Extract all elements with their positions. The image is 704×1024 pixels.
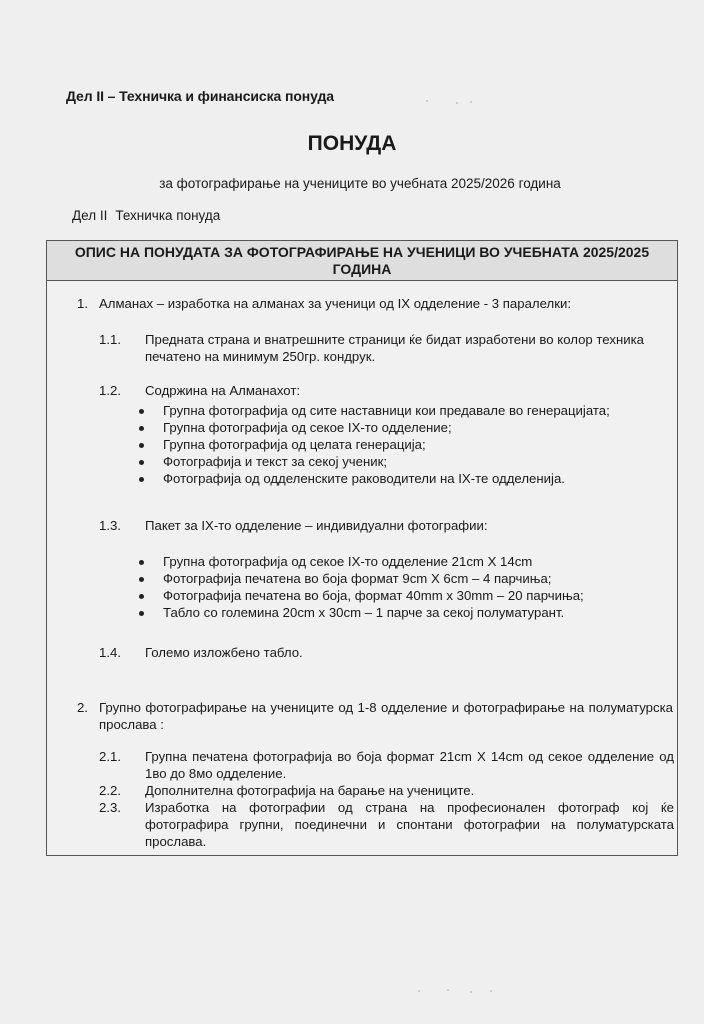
bullet-item: Групна фотографија од сите наставници кои предавале во генерацијата;	[137, 402, 657, 419]
scan-speck	[447, 989, 449, 991]
bullet-item: Табло со големина 20cm x 30cm – 1 парче за секој полуматурант.	[137, 604, 657, 621]
bullet-item: Фотографија печатена во боја формат 9cm X 6cm – 4 парчиња;	[137, 570, 657, 587]
subitem-number: 1.4.	[99, 645, 121, 660]
bullet-item: Фотографија и текст за секој ученик;	[137, 453, 657, 470]
scan-speck	[418, 990, 420, 992]
bullet-item: Фотографија печатена во боја, формат 40mm x 30mm – 20 парчиња;	[137, 587, 657, 604]
page-title: ПОНУДА	[307, 132, 397, 155]
item-number: 2.	[77, 700, 88, 715]
subitem-number: 2.2.	[99, 783, 121, 798]
bullet-item: Групна фотографија од секое IX-то одделение;	[137, 419, 657, 436]
item-text: Алманах – изработка на алманах за ученици од IX одделение - 3 паралелки:	[99, 296, 572, 311]
section-label	[72, 208, 220, 223]
subitem-number: 1.1.	[99, 332, 121, 347]
table-heading-line-2: ГОДИНА	[332, 261, 392, 277]
section-name: Техничка понуда	[115, 208, 221, 223]
subitem-2-3	[99, 799, 674, 850]
subitem-1-2	[99, 382, 674, 399]
subitem-text: Пакет за IX-то одделение – индивидуални фотографии:	[145, 518, 488, 533]
list-item-2	[77, 699, 673, 733]
subitem-text: Содржина на Алманахот:	[145, 383, 301, 398]
scan-speck	[456, 102, 458, 104]
subitem-number: 1.3.	[99, 518, 121, 533]
subitem-number: 2.3.	[99, 800, 121, 815]
table-heading	[47, 241, 677, 281]
bullet-item: Групна фотографија од целата генерација;	[137, 436, 657, 453]
subitem-text: Големо изложбено табло.	[145, 645, 303, 660]
table-heading-line-1: ОПИС НА ПОНУДАТА ЗА ФОТОГРАФИРАЊЕ НА УЧЕНИЦИ ВО УЧЕБНАТА 2025/2025	[74, 244, 650, 260]
bullet-item: Групна фотографија од секое IX-то одделение 21cm X 14cm	[137, 553, 657, 570]
scan-speck	[470, 991, 472, 993]
subitem-text: Изработка на фотографии од страна на професионален фотограф кој ќе фотографира групни, поединечни и спонтани фотографии на полуматурската прослава.	[145, 800, 674, 849]
list-item-1	[77, 295, 657, 312]
bullet-item: Фотографија од одделенските раководители на IX-те одделенија.	[137, 470, 657, 487]
scan-speck	[426, 100, 428, 102]
subitem-2-1	[99, 748, 674, 782]
subitem-text: Предната страна и внатрешните страници ќе бидат изработени во колор техника печатено на минимум 250гр. кондрук.	[145, 332, 644, 364]
page-subtitle: за фотографирање на учениците во учебната 2025/2026 година	[159, 176, 561, 191]
subitem-text: Дополнителна фотографија на барање на учениците.	[145, 783, 475, 798]
scan-speck	[490, 990, 492, 992]
item-number: 1.	[77, 296, 88, 311]
section-part: Дел II	[72, 208, 108, 223]
subitem-number: 1.2.	[99, 383, 121, 398]
subitem-1-4	[99, 644, 674, 661]
subitem-1-3	[99, 517, 674, 534]
part-heading: Дел II – Техничка и финансиска понуда	[66, 88, 334, 104]
subitem-number: 2.1.	[99, 749, 121, 764]
item-text: Групно фотографирање на учениците од 1-8 одделение и фотографирање на полуматурска прослава :	[99, 700, 673, 732]
individual-photos-list	[137, 553, 657, 621]
almanac-contents-list	[137, 402, 657, 487]
subitem-1-1	[99, 331, 674, 365]
scan-speck	[470, 101, 472, 103]
subitem-text: Групна печатена фотографија во боја формат 21cm X 14cm од секое одделение од 1во до 8мо одделение.	[145, 749, 674, 781]
offer-description-table	[46, 240, 678, 856]
subitem-2-2	[99, 782, 674, 799]
